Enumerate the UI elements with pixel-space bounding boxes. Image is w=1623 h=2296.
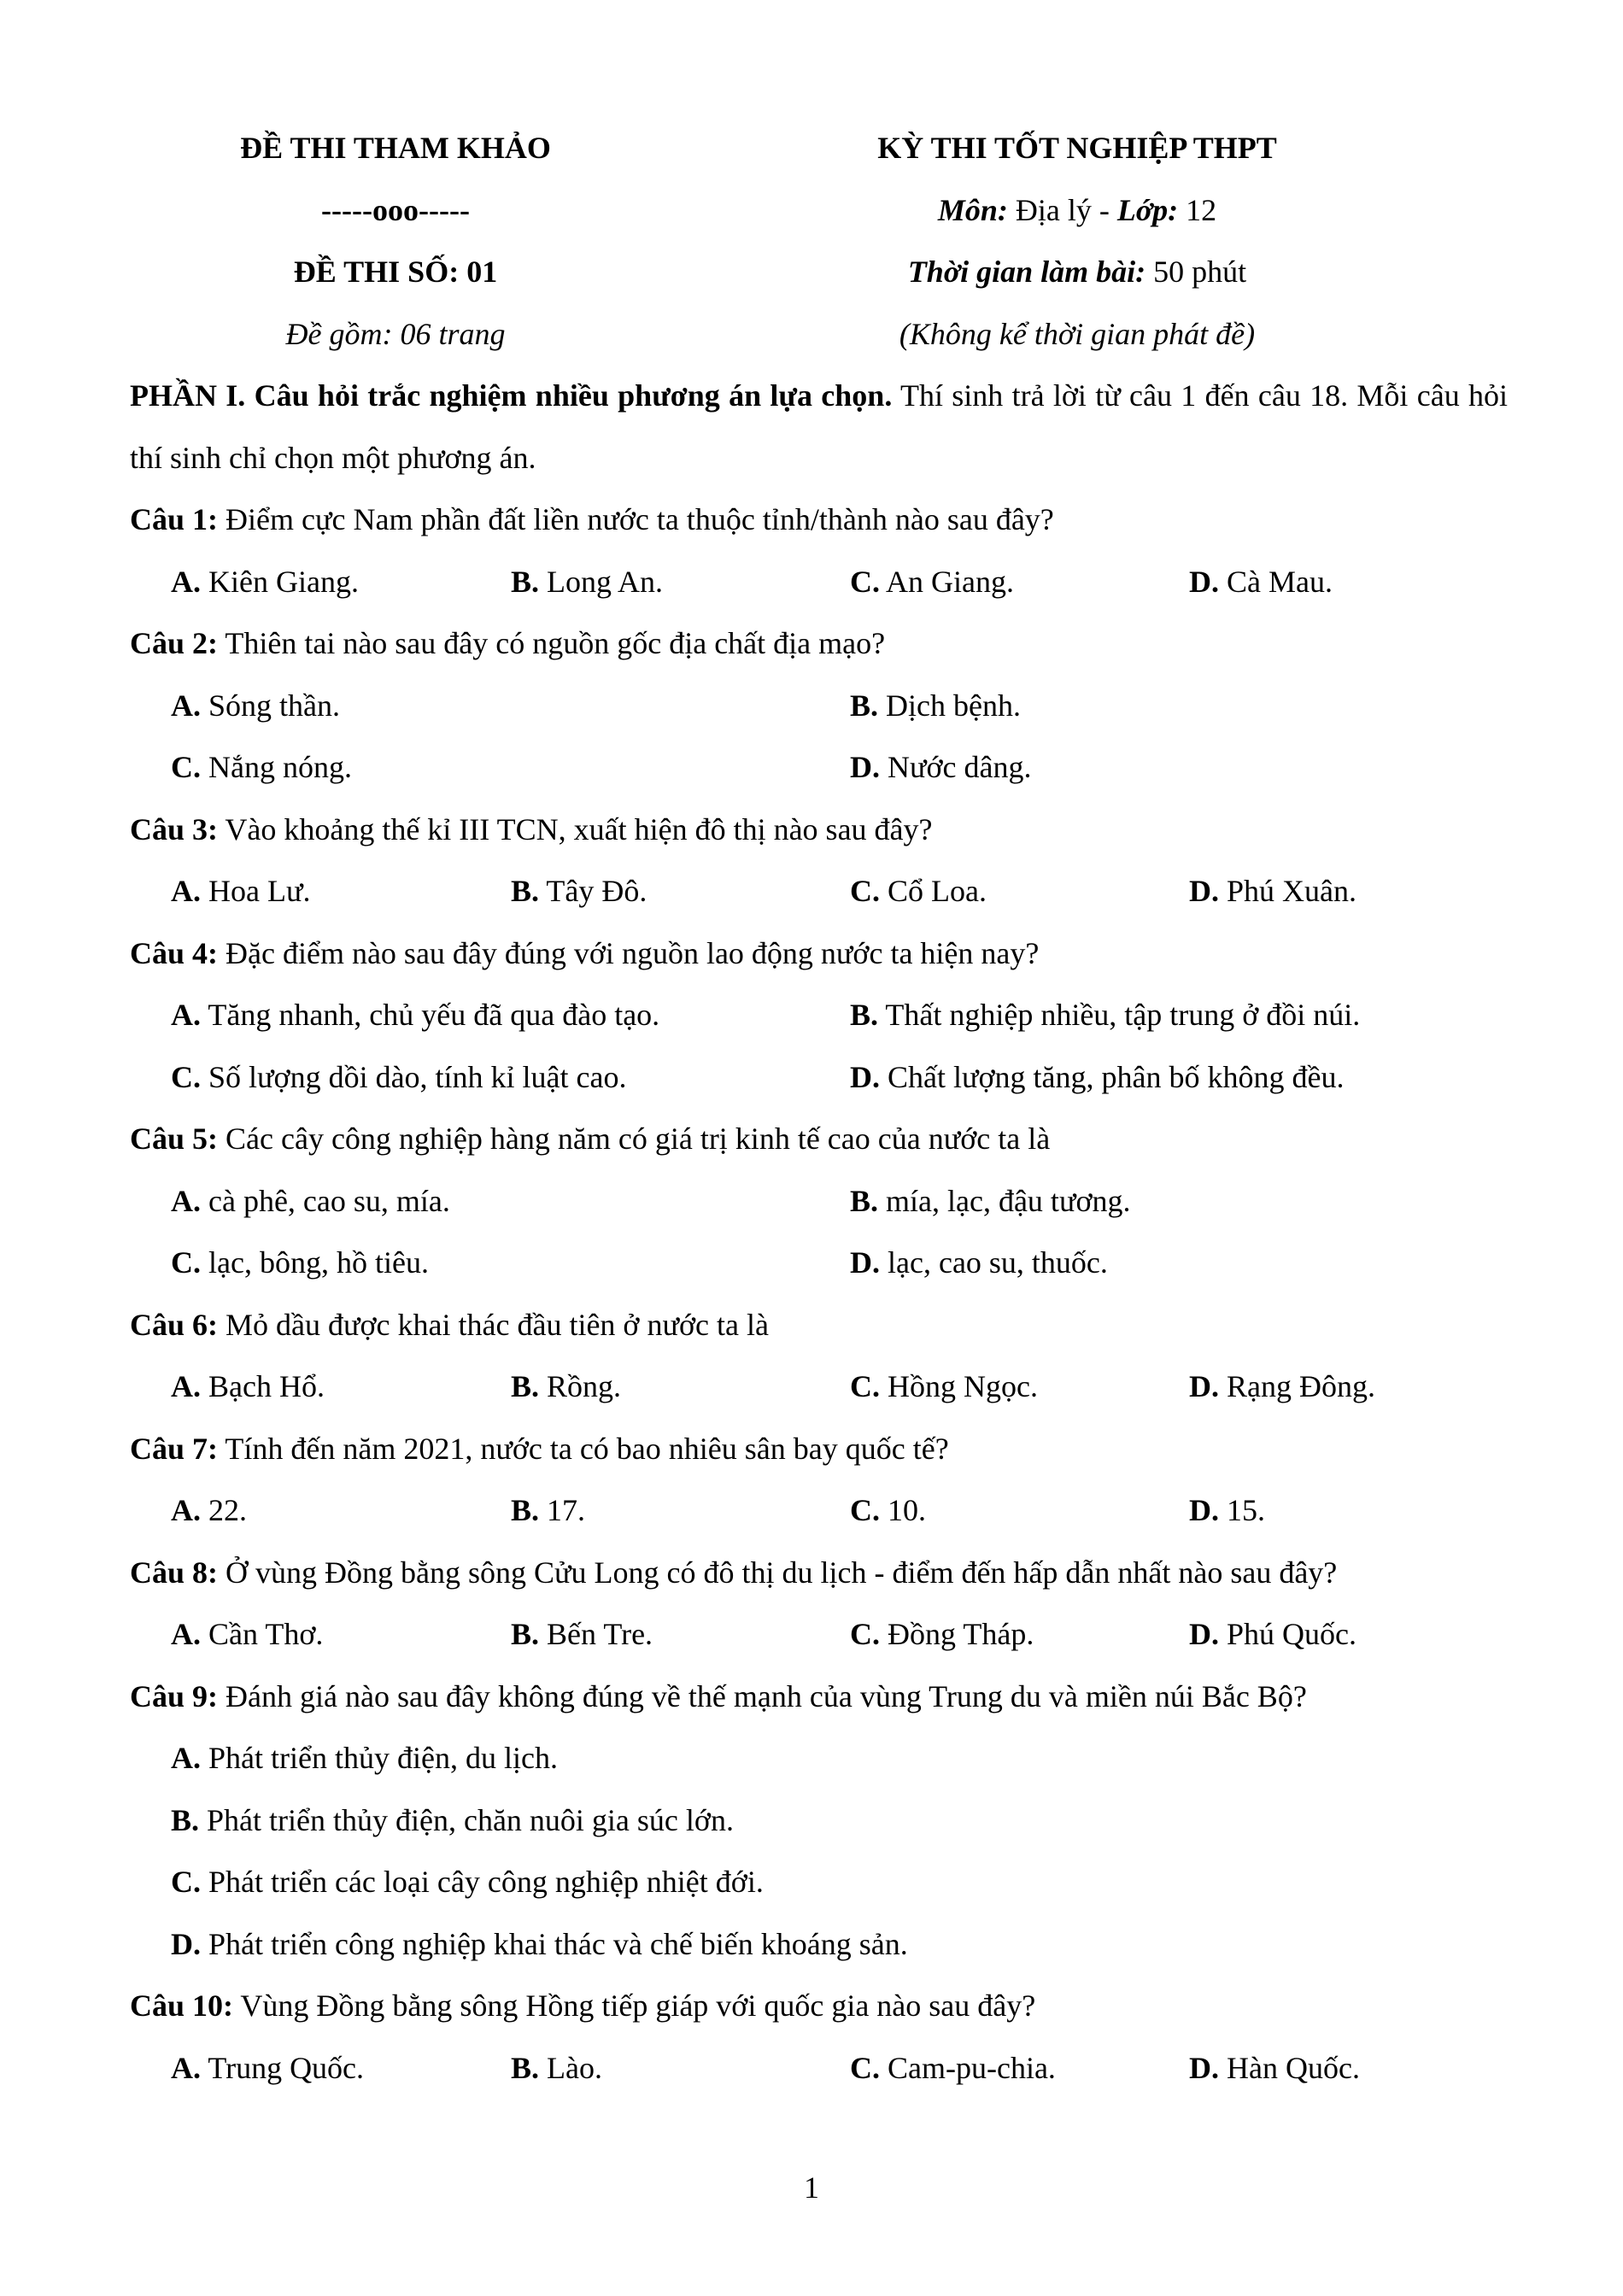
question (130, 612, 1508, 799)
answer-option (850, 1046, 1344, 1109)
answer-option (171, 1232, 429, 1294)
option-key: D. (1189, 2050, 1219, 2085)
question-label: Câu 6: (130, 1307, 219, 1342)
answer-option (511, 551, 663, 613)
option-key: A. (171, 1617, 201, 1651)
option-text: Cam-pu-chia. (880, 2050, 1056, 2085)
section-instructions: Thí sinh trả lời từ câu 1 đến câu 18. Mỗi câu hỏi thí sinh chỉ chọn một phương án. (130, 378, 1508, 475)
answer-option (850, 1170, 1131, 1233)
answer-option (511, 1479, 585, 1542)
options-row (130, 1356, 1508, 1418)
question-text: Đánh giá nào sau đây không đúng về thế mạnh của vùng Trung du và miền núi Bắc Bộ? (218, 1678, 1307, 1713)
option-text: lạc, bông, hồ tiêu. (201, 1245, 429, 1280)
answer-option (850, 860, 987, 922)
option-key: A. (171, 564, 201, 599)
question (130, 489, 1508, 612)
option-key: C. (171, 750, 201, 784)
option-text: Trung Quốc. (201, 2050, 365, 2085)
option-text: Cần Thơ. (201, 1617, 324, 1651)
question-label: Câu 10: (130, 1988, 234, 2023)
option-key: C. (171, 1245, 201, 1280)
separator: -----ooo----- (321, 192, 470, 227)
time-label: Thời gian làm bài: (907, 255, 1146, 289)
answer-option (850, 984, 1360, 1046)
question (130, 1418, 1508, 1542)
question-text: Mỏ dầu được khai thác đầu tiên ở nước ta là (218, 1307, 769, 1342)
option-text: Phát triển công nghiệp khai thác và chế biến khoáng sản. (201, 1926, 908, 1961)
option-key: B. (511, 1617, 540, 1651)
option-key: D. (850, 1059, 880, 1094)
option-key: C. (850, 1617, 880, 1651)
option-text: Tăng nhanh, chủ yếu đã qua đào tạo. (201, 998, 660, 1032)
question-stem (130, 922, 1508, 985)
question (130, 1108, 1508, 1294)
options-list (130, 1727, 1508, 1975)
question (130, 1666, 1508, 1976)
option-key: C. (850, 874, 880, 908)
options-row (130, 1046, 1508, 1109)
option-key: C. (850, 1493, 880, 1527)
options-row (130, 984, 1508, 1046)
answer-option (171, 675, 340, 737)
options-row (130, 551, 1508, 613)
question-label: Câu 5: (130, 1122, 219, 1156)
option-key: D. (850, 750, 880, 784)
answer-option (850, 551, 1014, 613)
time-note: (Không kể thời gian phát đề) (899, 316, 1256, 351)
question-stem (130, 799, 1508, 861)
answer-option (511, 1603, 653, 1666)
option-key: B. (511, 1369, 540, 1403)
answer-option (130, 1913, 1508, 1976)
grade-label: Lớp: (1116, 192, 1179, 227)
question-stem (130, 1542, 1508, 1604)
option-key: D. (1189, 1493, 1219, 1527)
option-text: Chất lượng tăng, phân bố không đều. (880, 1059, 1345, 1094)
option-text: Dịch bệnh. (878, 688, 1021, 723)
subject-line (735, 179, 1419, 242)
answer-option (1189, 1356, 1375, 1418)
option-key: D. (850, 1245, 880, 1280)
option-text: Rạng Đông. (1219, 1369, 1375, 1403)
question-label: Câu 3: (130, 811, 219, 846)
question-stem (130, 1975, 1508, 2037)
option-key: A. (171, 2050, 201, 2085)
option-text: Phát triển thủy điện, du lịch. (201, 1741, 558, 1775)
option-key: B. (511, 874, 540, 908)
option-text: Lào. (539, 2050, 602, 2085)
answer-option (171, 736, 352, 799)
option-text: Nắng nóng. (201, 750, 352, 784)
question-text: Thiên tai nào sau đây có nguồn gốc địa chất địa mạo? (218, 626, 886, 660)
answer-option (171, 551, 359, 613)
option-key: A. (171, 1493, 201, 1527)
section-title: PHẦN I. Câu hỏi trắc nghiệm nhiều phương án lựa chọn. (130, 378, 893, 413)
option-text: An Giang. (880, 564, 1014, 599)
question-stem (130, 612, 1508, 675)
answer-option (130, 1727, 1508, 1789)
question-label: Câu 7: (130, 1431, 219, 1466)
answer-option (171, 1170, 450, 1233)
answer-option (171, 860, 310, 922)
option-text: cà phê, cao su, mía. (201, 1183, 450, 1218)
question-text: Vào khoảng thế kỉ III TCN, xuất hiện đô thị nào sau đây? (218, 811, 933, 846)
subject-label: Môn: (937, 192, 1008, 227)
option-text: 17. (539, 1493, 586, 1527)
exam-title: KỲ THI TỐT NGHIỆP THPT (877, 131, 1277, 165)
answer-option (130, 1789, 1508, 1852)
option-text: 10. (880, 1493, 926, 1527)
option-key: B. (850, 688, 879, 723)
question (130, 1542, 1508, 1666)
option-text: Hồng Ngọc. (880, 1369, 1038, 1403)
answer-option (171, 1479, 247, 1542)
option-key: D. (1189, 1617, 1219, 1651)
option-text: Phú Quốc. (1219, 1617, 1356, 1651)
options-row (130, 1232, 1508, 1294)
question (130, 1294, 1508, 1418)
answer-option (1189, 2037, 1360, 2100)
option-text: Sóng thần. (201, 688, 341, 723)
option-text: Hàn Quốc. (1219, 2050, 1360, 2085)
option-text: 22. (201, 1493, 247, 1527)
option-key: B. (850, 998, 879, 1032)
option-text: Cà Mau. (1219, 564, 1333, 599)
exam-number: ĐỀ THI SỐ: 01 (293, 255, 498, 289)
question-text: Các cây công nghiệp hàng năm có giá trị kinh tế cao của nước ta là (218, 1122, 1051, 1156)
option-key: A. (171, 998, 201, 1032)
option-key: A. (171, 1741, 201, 1775)
question-text: Vùng Đồng bằng sông Hồng tiếp giáp với quốc gia nào sau đây? (233, 1988, 1036, 2023)
option-text: Nước dâng. (880, 750, 1032, 784)
answer-option (850, 1479, 926, 1542)
answer-option (171, 984, 659, 1046)
question-label: Câu 9: (130, 1678, 219, 1713)
option-text: mía, lạc, đậu tương. (878, 1183, 1131, 1218)
option-text: Hoa Lư. (201, 874, 311, 908)
answer-option (1189, 1603, 1356, 1666)
option-text: Số lượng dồi dào, tính kỉ luật cao. (201, 1059, 627, 1094)
option-key: D. (1189, 564, 1219, 599)
options-row (130, 1170, 1508, 1233)
answer-option (171, 2037, 364, 2100)
question (130, 922, 1508, 1109)
question-label: Câu 1: (130, 502, 219, 536)
section-intro (130, 365, 1508, 489)
answer-option (850, 1603, 1034, 1666)
option-text: Bến Tre. (539, 1617, 653, 1651)
question-text: Đặc điểm nào sau đây đúng với nguồn lao động nước ta hiện nay? (218, 935, 1040, 970)
exam-content (130, 365, 1508, 2099)
option-key: D. (1189, 1369, 1219, 1403)
grade-value: 12 (1178, 192, 1217, 227)
answer-option (1189, 551, 1333, 613)
option-key: B. (511, 2050, 540, 2085)
answer-option (511, 1356, 621, 1418)
question-text: Ở vùng Đồng bằng sông Cửu Long có đô thị du lịch - điểm đến hấp dẫn nhất nào sau đây? (218, 1555, 1338, 1590)
option-text: Kiên Giang. (201, 564, 359, 599)
answer-option (1189, 1479, 1265, 1542)
option-text: Rồng. (539, 1369, 622, 1403)
question-stem (130, 1418, 1508, 1480)
answer-option (511, 860, 647, 922)
question-list (130, 489, 1508, 2099)
option-text: Đồng Tháp. (880, 1617, 1034, 1651)
option-text: Bạch Hổ. (201, 1369, 325, 1403)
answer-option (850, 1232, 1108, 1294)
option-text: Phú Xuân. (1219, 874, 1356, 908)
option-text: Cổ Loa. (880, 874, 987, 908)
option-key: D. (171, 1926, 201, 1961)
option-key: B. (511, 564, 540, 599)
question-text: Điểm cực Nam phần đất liền nước ta thuộc tỉnh/thành nào sau đây? (218, 502, 1054, 536)
answer-option (171, 1046, 627, 1109)
options-row (130, 736, 1508, 799)
option-key: C. (171, 1059, 201, 1094)
time-line (735, 241, 1419, 303)
answer-option (850, 675, 1021, 737)
exam-type: ĐỀ THI THAM KHẢO (240, 131, 551, 165)
time-value: 50 phút (1145, 255, 1247, 289)
option-key: B. (850, 1183, 879, 1218)
option-key: D. (1189, 874, 1219, 908)
options-row (130, 1479, 1508, 1542)
question (130, 1975, 1508, 2099)
option-key: C. (850, 1369, 880, 1403)
answer-option (130, 1851, 1508, 1913)
options-row (130, 1603, 1508, 1666)
option-key: B. (171, 1802, 200, 1837)
option-text: Tây Đô. (539, 874, 647, 908)
option-text: lạc, cao su, thuốc. (880, 1245, 1108, 1280)
question-text: Tính đến năm 2021, nước ta có bao nhiêu sân bay quốc tế? (218, 1431, 949, 1466)
answer-option (850, 1356, 1038, 1418)
page-count: Đề gồm: 06 trang (285, 316, 506, 351)
question-label: Câu 4: (130, 935, 219, 970)
question-stem (130, 1666, 1508, 1728)
option-key: A. (171, 874, 201, 908)
answer-option (1189, 860, 1356, 922)
option-key: A. (171, 1183, 201, 1218)
option-text: Phát triển thủy điện, chăn nuôi gia súc lớn. (199, 1802, 734, 1837)
question-stem (130, 1108, 1508, 1170)
answer-option (171, 1356, 325, 1418)
option-text: Phát triển các loại cây công nghiệp nhiệt đới. (201, 1865, 764, 1899)
option-text: Long An. (539, 564, 664, 599)
page-number: 1 (804, 2170, 819, 2205)
option-key: C. (850, 564, 880, 599)
subject-value: Địa lý - (1007, 192, 1117, 227)
answer-option (850, 736, 1032, 799)
question (130, 799, 1508, 922)
option-text: 15. (1219, 1493, 1265, 1527)
option-key: A. (171, 688, 201, 723)
options-row (130, 2037, 1508, 2100)
answer-option (511, 2037, 602, 2100)
question-stem (130, 1294, 1508, 1356)
answer-option (171, 1603, 323, 1666)
question-label: Câu 2: (130, 626, 219, 660)
options-row (130, 860, 1508, 922)
option-key: C. (850, 2050, 880, 2085)
options-row (130, 675, 1508, 737)
answer-option (850, 2037, 1056, 2100)
option-key: C. (171, 1865, 201, 1899)
question-stem (130, 489, 1508, 551)
question-label: Câu 8: (130, 1555, 219, 1590)
option-text: Thất nghiệp nhiều, tập trung ở đồi núi. (878, 998, 1361, 1032)
option-key: B. (511, 1493, 540, 1527)
option-key: A. (171, 1369, 201, 1403)
